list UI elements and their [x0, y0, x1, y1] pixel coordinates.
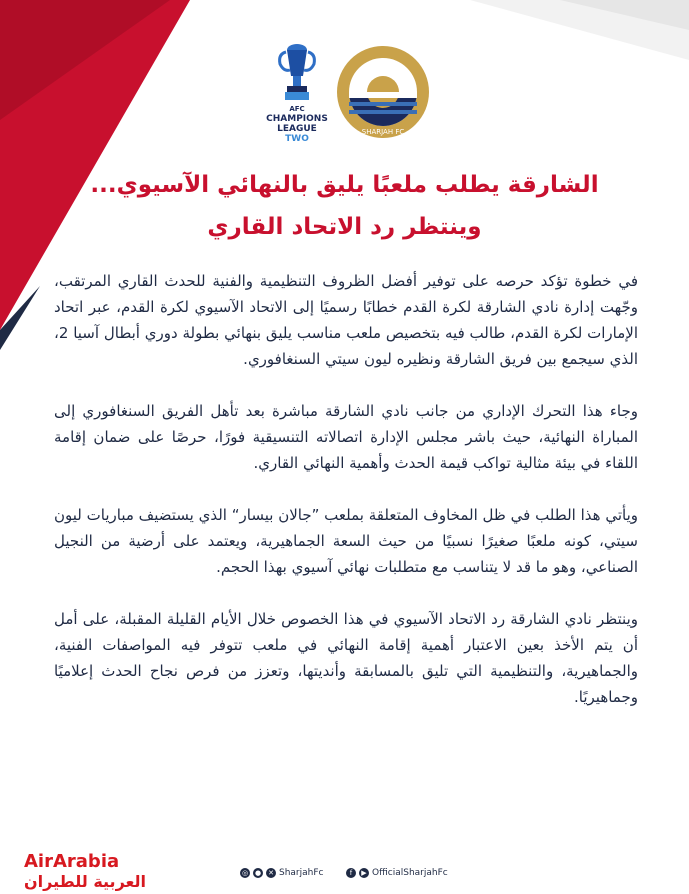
- sharjah-logo-text: SHARJAH FC: [361, 128, 405, 136]
- instagram-icon: ◎: [241, 869, 249, 877]
- paragraph-3: ويأتي هذا الطلب في ظل المخاوف المتعلقة بملعب ”جالان بيسار“ الذي يستضيف مباريات ليون سيتي، كونه ملعبًا صغيرًا نسبيًا من حيث السعة الجماهيرية، ويعتمد على أرضية من النجيل الصناعي، وهو ما قد لا يتناسب مع متطلبات نهائي آسيوي بهذا الحجم.: [54, 506, 638, 576]
- youtube-icon: ▶: [359, 868, 369, 878]
- article-body: [54, 268, 638, 736]
- social-handle-group-2[interactable]: [346, 868, 448, 878]
- footer: [0, 848, 689, 894]
- trophy-icon: [274, 42, 320, 104]
- handle-officialsharjahfc: OfficialSharjahFc: [372, 868, 448, 878]
- paragraph-1: في خطوة تؤكد حرصه على توفير أفضل الظروف التنظيمية والفنية للحدث القاري المرتقب، وجّهت إدارة نادي الشارقة لكرة القدم خطابًا رسميًا إلى الاتحاد الآسيوي لكرة القدم، عبر اتحاد الإمارات لكرة القدم، طالب فيه بتخصيص ملعب مناسب يليق بنهائي بطولة دوري أبطال آسيا 2، الذي سيجمع بين فريق الشارقة ونظيره ليون سيتي السنغافوري.: [54, 272, 638, 368]
- afc-line-1: AFC: [289, 105, 305, 113]
- sharjah-fc-logo: [335, 44, 431, 140]
- paragraph-2: وجاء هذا التحرك الإداري من جانب نادي الشارقة مباشرة بعد تأهل الفريق السنغافوري إلى المباراة النهائية، حيث باشر مجلس الإدارة اتصالاته التنسيقية فورًا، حرصًا على ضمان إقامة اللقاء في بيئة مثالية تواكب قيمة الحدث وأهمية النهائي القاري.: [54, 402, 638, 472]
- paragraph-4: وينتظر نادي الشارقة رد الاتحاد الآسيوي في هذا الخصوص خلال الأيام القليلة المقبلة، على أمل أن يتم الأخذ بعين الاعتبار أهمية إقامة النهائي في ملعب تتوفر فيه المواصفات الفنية، والجماهيرية، والتنظيمية التي تليق بالمسابقة وأنديتها، وتعزز من فرص نجاح الحدث إعلاميًا وجماهيريًا.: [54, 610, 638, 706]
- facebook-icon: f: [346, 868, 356, 878]
- sponsor-ar: العربية للطيران: [24, 872, 147, 891]
- sponsor-en: AirArabia: [24, 851, 120, 872]
- afc-wordmark: [252, 104, 342, 144]
- x-icon: ✕: [266, 868, 276, 878]
- air-arabia-logo: [24, 852, 146, 892]
- afc-line-2: CHAMPIONS: [266, 114, 328, 124]
- headline: [40, 166, 649, 246]
- afc-champions-league-two-logo: [252, 42, 342, 142]
- afc-line-3: LEAGUE: [277, 124, 317, 134]
- snapchat-icon: ●: [254, 869, 262, 877]
- headline-line-2: وينتظر رد الاتحاد القاري: [207, 214, 482, 240]
- social-handle-group-1[interactable]: [240, 868, 323, 878]
- handle-sharjahfc: SharjahFc: [279, 868, 324, 878]
- headline-line-1: الشارقة يطلب ملعبًا يليق بالنهائي الآسيوي...: [90, 172, 599, 198]
- logos-row: [0, 36, 689, 146]
- afc-line-4: TWO: [285, 134, 309, 144]
